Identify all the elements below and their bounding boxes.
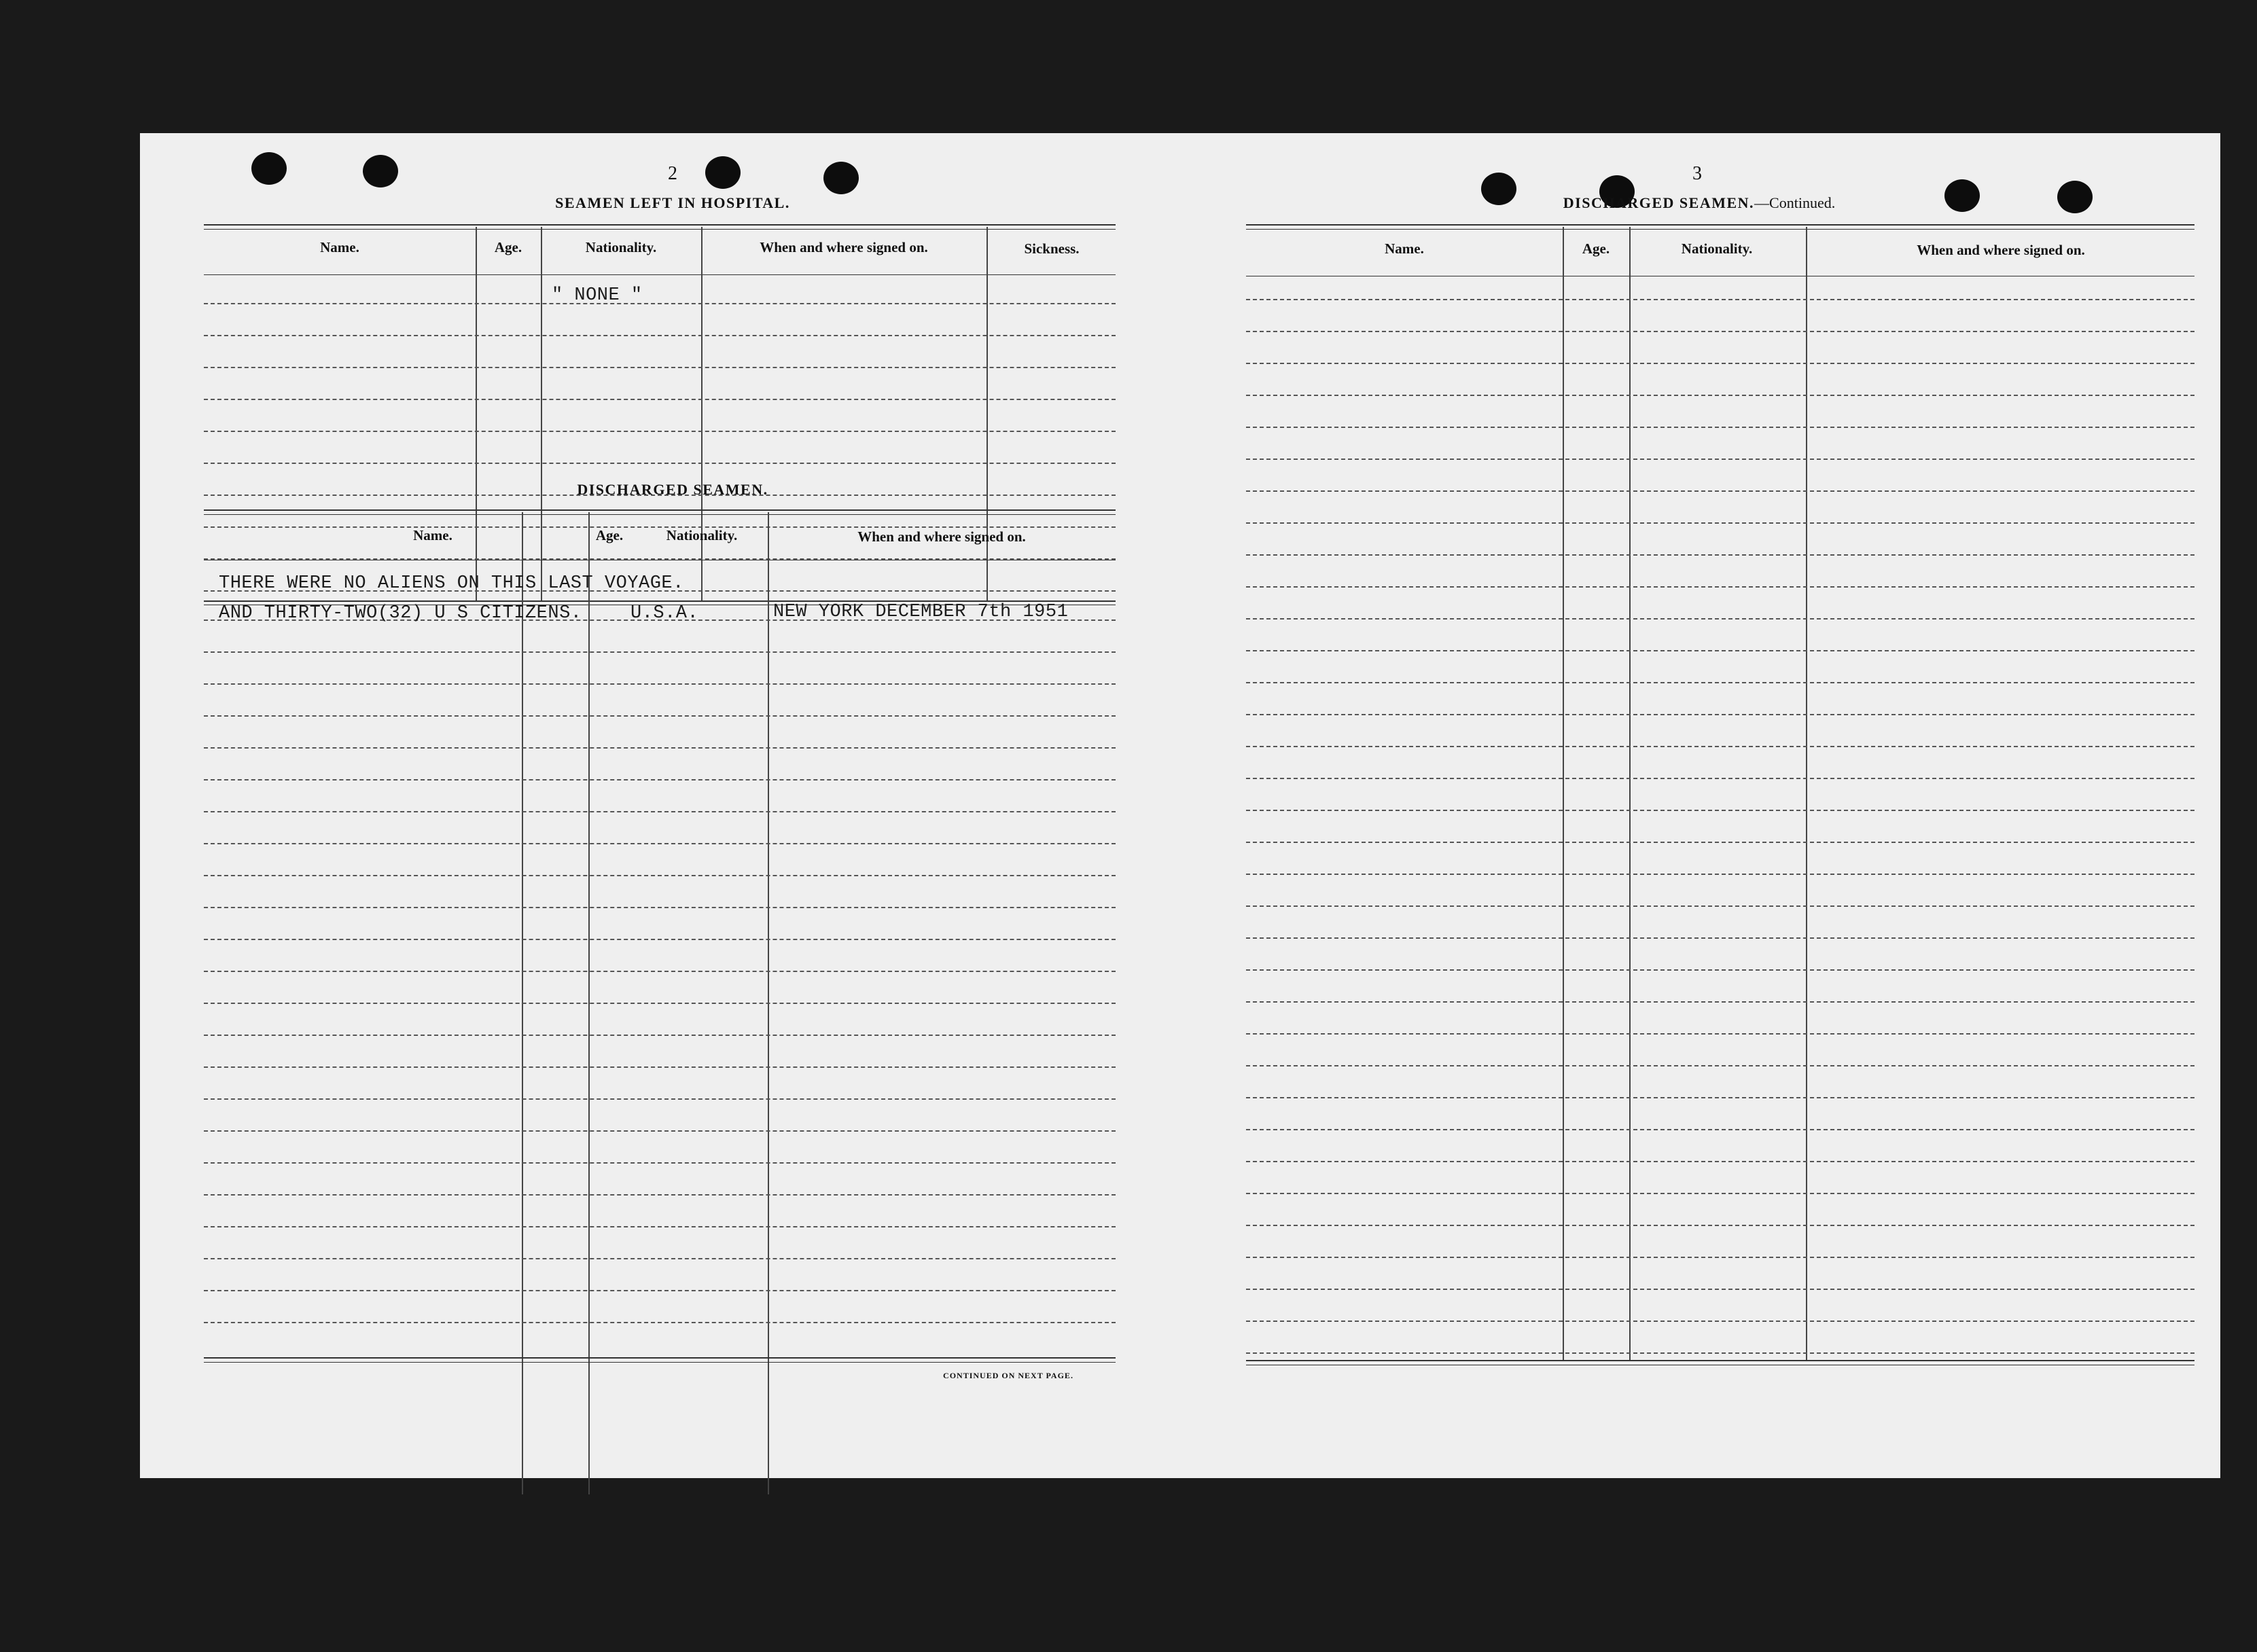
ruled-line <box>204 1066 1116 1068</box>
discharged-table-top-rule <box>204 509 1116 511</box>
ruled-line <box>1246 427 2194 428</box>
discharged-section-title: DISCHARGED SEAMEN. <box>577 481 768 498</box>
right-col-nationality: Nationality. <box>1681 240 1753 257</box>
column-divider <box>1806 227 1807 1360</box>
column-divider <box>541 227 542 600</box>
right-section-title <box>1478 194 1920 212</box>
ruled-line <box>204 939 1116 940</box>
ruled-line <box>204 1226 1116 1227</box>
column-divider <box>1629 227 1631 1360</box>
ruled-line <box>1246 842 2194 843</box>
page-number-right: 3 <box>1692 163 1702 184</box>
ruled-line <box>204 431 1116 432</box>
discharged-col-name: Name. <box>413 527 452 543</box>
discharged-table-bottom-rule <box>204 1357 1116 1359</box>
punch-hole <box>251 152 287 185</box>
ruled-line <box>204 907 1116 908</box>
ruled-line <box>204 875 1116 876</box>
ruled-line <box>1246 714 2194 715</box>
right-col-name: Name. <box>1385 240 1424 257</box>
discharged-entry-citizens: AND THIRTY-TWO(32) U S CITIZENS. <box>219 603 582 624</box>
ruled-line <box>204 303 1116 304</box>
ruled-line <box>204 335 1116 336</box>
document-sheet <box>140 133 2220 1478</box>
punch-hole <box>2057 181 2093 213</box>
page-number-left: 2 <box>668 163 677 184</box>
hospital-table-top-rule <box>204 224 1116 226</box>
ruled-line <box>204 367 1116 368</box>
ruled-line <box>204 747 1116 749</box>
punch-hole <box>363 155 398 187</box>
right-section-title-main: DISCHARGED SEAMEN. <box>1563 194 1755 211</box>
hospital-col-nationality: Nationality. <box>585 239 657 255</box>
ruled-line <box>204 715 1116 717</box>
ruled-line <box>204 971 1116 972</box>
hospital-col-signed-on: When and where signed on. <box>760 239 928 255</box>
ruled-line <box>1246 874 2194 875</box>
ruled-line <box>1246 1225 2194 1226</box>
continued-on-next-page: CONTINUED ON NEXT PAGE. <box>943 1371 1073 1380</box>
ruled-line <box>204 651 1116 653</box>
discharged-col-age: Age. <box>595 527 624 543</box>
ruled-line <box>204 1162 1116 1164</box>
discharged-entry-no-aliens: THERE WERE NO ALIENS ON THIS LAST VOYAGE. <box>219 573 684 594</box>
ruled-line <box>1246 395 2194 396</box>
ruled-line <box>204 843 1116 844</box>
ruled-line <box>1246 490 2194 492</box>
ruled-line <box>1246 1033 2194 1035</box>
ruled-line <box>1246 778 2194 779</box>
ruled-line <box>204 1258 1116 1259</box>
ruled-line <box>1246 618 2194 620</box>
ruled-line <box>1246 1352 2194 1354</box>
ruled-line <box>1246 1321 2194 1322</box>
punch-hole <box>823 162 859 194</box>
column-divider <box>476 227 477 600</box>
ruled-line <box>1246 937 2194 939</box>
discharged-table-top-rule <box>204 514 1116 515</box>
ruled-line <box>204 779 1116 780</box>
right-table-top-rule <box>1246 224 2194 226</box>
right-table-bottom-rule <box>1246 1360 2194 1361</box>
ruled-line <box>1246 969 2194 971</box>
discharged-table-bottom-rule <box>204 1362 1116 1363</box>
ruled-line <box>1246 1001 2194 1003</box>
ruled-line <box>1246 682 2194 683</box>
hospital-table-header-rule <box>204 274 1116 275</box>
hospital-col-age: Age. <box>494 239 522 255</box>
ruled-line <box>1246 1065 2194 1066</box>
ruled-line <box>204 1035 1116 1036</box>
punch-hole <box>1944 179 1980 212</box>
ruled-line <box>204 1098 1116 1100</box>
hospital-entry-none: " NONE " <box>552 285 643 306</box>
ruled-line <box>1246 1161 2194 1162</box>
ruled-line <box>1246 586 2194 588</box>
right-table-top-rule <box>1246 229 2194 230</box>
ruled-line <box>204 811 1116 812</box>
discharged-entry-nationality: U.S.A. <box>630 603 699 624</box>
column-divider <box>701 227 703 600</box>
ruled-line <box>204 1130 1116 1132</box>
ruled-line <box>1246 1097 2194 1098</box>
discharged-entry-signed-on: NEW YORK DECEMBER 7th 1951 <box>773 602 1069 622</box>
hospital-col-sickness: Sickness. <box>1024 240 1080 257</box>
ruled-line <box>204 463 1116 464</box>
ruled-line <box>1246 1193 2194 1194</box>
discharged-col-signed-on: When and where signed on. <box>857 528 1026 545</box>
right-section-title-suffix: —Continued. <box>1754 194 1836 211</box>
ruled-line <box>204 1322 1116 1323</box>
ruled-line <box>1246 331 2194 332</box>
ruled-line <box>1246 299 2194 300</box>
right-col-age: Age. <box>1582 240 1610 257</box>
ruled-line <box>1246 554 2194 556</box>
ruled-line <box>1246 522 2194 524</box>
ruled-line <box>1246 1289 2194 1290</box>
ruled-line <box>204 1003 1116 1004</box>
ruled-line <box>204 1194 1116 1196</box>
ruled-line <box>204 399 1116 400</box>
ruled-line <box>1246 650 2194 651</box>
column-divider <box>1563 227 1564 1360</box>
ruled-line <box>1246 810 2194 811</box>
ruled-line <box>1246 459 2194 460</box>
right-col-signed-on: When and where signed on. <box>1917 242 2085 258</box>
ruled-line <box>1246 1129 2194 1130</box>
hospital-section-title: SEAMEN LEFT IN HOSPITAL. <box>555 194 790 211</box>
ruled-line <box>204 683 1116 685</box>
punch-hole <box>705 156 741 189</box>
ruled-line <box>1246 746 2194 747</box>
ruled-line <box>1246 905 2194 907</box>
hospital-col-name: Name. <box>320 239 359 255</box>
discharged-col-nationality: Nationality. <box>666 527 738 543</box>
hospital-table-top-rule <box>204 229 1116 230</box>
ruled-line <box>204 1290 1116 1291</box>
ruled-line <box>1246 1257 2194 1258</box>
ruled-line <box>1246 363 2194 364</box>
